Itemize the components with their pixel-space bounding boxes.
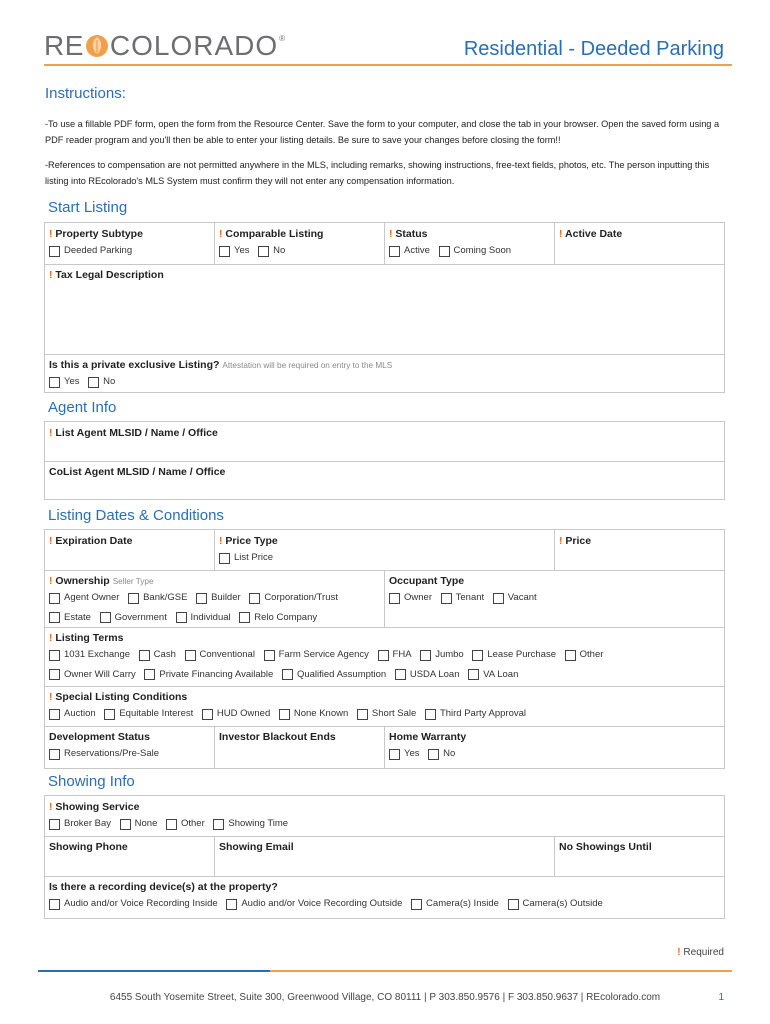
footer-divider bbox=[38, 970, 732, 972]
option-label: Tenant bbox=[455, 592, 485, 603]
section-title-showing-info: Showing Info bbox=[48, 773, 135, 790]
showing-phone-field[interactable] bbox=[45, 836, 214, 876]
special-listing-conditions-field bbox=[45, 686, 725, 731]
colist-agent-field[interactable] bbox=[45, 461, 725, 500]
audio-outside-checkbox[interactable] bbox=[226, 899, 237, 910]
option-label: Lease Purchase bbox=[487, 649, 557, 660]
private-financing-checkbox[interactable] bbox=[144, 669, 155, 680]
private-exclusive-field bbox=[45, 354, 725, 399]
broker-bay-checkbox[interactable] bbox=[49, 819, 60, 830]
qualified-assumption-checkbox[interactable] bbox=[282, 669, 293, 680]
comparable-listing-field bbox=[215, 223, 384, 268]
option-label: Active bbox=[404, 245, 430, 256]
option-label: Coming Soon bbox=[453, 245, 512, 256]
option-label: Conventional bbox=[199, 649, 255, 660]
showing-info-box bbox=[44, 795, 725, 919]
option-label: Relo Company bbox=[254, 611, 318, 623]
expiration-date-label: Expiration Date bbox=[55, 535, 133, 547]
option-label: None bbox=[134, 818, 158, 829]
option-label: FHA bbox=[392, 649, 412, 660]
listing-dates-box bbox=[44, 529, 725, 769]
individual-checkbox[interactable] bbox=[176, 612, 187, 623]
price-type-field bbox=[215, 530, 554, 575]
required-mark: ! bbox=[49, 427, 53, 439]
option-label: Camera(s) Outside bbox=[522, 898, 603, 909]
required-legend bbox=[677, 947, 724, 958]
comparable-listing-label: Comparable Listing bbox=[225, 228, 324, 240]
list-price-checkbox[interactable] bbox=[219, 553, 230, 564]
colist-agent-label: CoList Agent MLSID / Name / Office bbox=[49, 466, 226, 478]
option-label: Corporation/Trust bbox=[264, 592, 338, 603]
required-mark: ! bbox=[49, 801, 53, 813]
investor-blackout-label: Investor Blackout Ends bbox=[219, 731, 336, 743]
property-subtype-label: Property Subtype bbox=[55, 228, 143, 240]
option-label: Yes bbox=[234, 245, 250, 256]
active-date-label: Active Date bbox=[565, 228, 623, 240]
option-label: Reservations/Pre-Sale bbox=[64, 748, 160, 759]
development-status-field bbox=[45, 726, 214, 771]
option-label: Bank/GSE bbox=[143, 592, 188, 603]
estate-checkbox[interactable] bbox=[49, 612, 60, 623]
no-showings-until-field[interactable] bbox=[555, 836, 725, 876]
price-type-label: Price Type bbox=[225, 535, 278, 547]
option-label: Yes bbox=[404, 748, 420, 759]
option-label: Camera(s) Inside bbox=[426, 898, 499, 909]
required-mark: ! bbox=[49, 228, 53, 240]
reservations-presale-checkbox[interactable] bbox=[49, 749, 60, 760]
logo-suffix: COLORADO bbox=[109, 30, 279, 61]
cash-checkbox[interactable] bbox=[139, 650, 150, 661]
option-label: Estate bbox=[64, 611, 91, 623]
private-exclusive-label: Is this a private exclusive Listing? bbox=[49, 359, 220, 371]
va-loan-checkbox[interactable] bbox=[468, 669, 479, 680]
third-party-approval-checkbox[interactable] bbox=[425, 709, 436, 720]
deeded-parking-checkbox[interactable] bbox=[49, 246, 60, 257]
title-divider bbox=[44, 64, 732, 66]
occupant-type-field bbox=[385, 570, 725, 615]
option-label: Other bbox=[579, 649, 604, 660]
status-active-checkbox[interactable] bbox=[389, 246, 400, 257]
option-label: Cash bbox=[153, 649, 176, 660]
hud-owned-checkbox[interactable] bbox=[202, 709, 213, 720]
option-label: Individual bbox=[190, 611, 231, 623]
list-agent-label: List Agent MLSID / Name / Office bbox=[55, 427, 218, 439]
option-label: Jumbo bbox=[435, 649, 464, 660]
lease-purchase-checkbox[interactable] bbox=[472, 650, 483, 661]
option-label: Short Sale bbox=[371, 708, 417, 719]
option-label: List Price bbox=[234, 552, 274, 563]
section-title-listing-dates: Listing Dates & Conditions bbox=[48, 507, 224, 524]
fha-checkbox[interactable] bbox=[378, 650, 389, 661]
price-label: Price bbox=[565, 535, 592, 547]
price-field[interactable] bbox=[555, 530, 725, 570]
comparable-yes-checkbox[interactable] bbox=[219, 246, 230, 257]
status-coming-soon-checkbox[interactable] bbox=[439, 246, 450, 257]
camera-inside-checkbox[interactable] bbox=[411, 899, 422, 910]
option-label: Yes bbox=[64, 376, 80, 387]
auction-checkbox[interactable] bbox=[49, 709, 60, 720]
option-label: Showing Time bbox=[228, 818, 289, 829]
option-label: No bbox=[273, 245, 286, 256]
usda-loan-checkbox[interactable] bbox=[395, 669, 406, 680]
occupant-tenant-checkbox[interactable] bbox=[441, 593, 452, 604]
special-conditions-label: Special Listing Conditions bbox=[55, 691, 188, 703]
required-mark: ! bbox=[219, 228, 223, 240]
option-label: Deeded Parking bbox=[64, 245, 133, 256]
showing-email-label: Showing Email bbox=[219, 841, 294, 853]
recolorado-logo bbox=[44, 30, 285, 62]
warranty-no-checkbox[interactable] bbox=[428, 749, 439, 760]
home-warranty-label: Home Warranty bbox=[389, 731, 467, 743]
required-mark: ! bbox=[219, 535, 223, 547]
comparable-no-checkbox[interactable] bbox=[258, 246, 269, 257]
instructions-heading: Instructions: bbox=[45, 85, 126, 102]
option-label: 1031 Exchange bbox=[64, 649, 131, 660]
required-mark: ! bbox=[49, 269, 53, 281]
option-label: Farm Service Agency bbox=[278, 649, 369, 660]
option-label: Builder bbox=[211, 592, 241, 603]
occupant-type-label: Occupant Type bbox=[389, 575, 465, 587]
investor-blackout-field[interactable] bbox=[215, 726, 384, 769]
property-subtype-field bbox=[45, 223, 214, 268]
option-label: USDA Loan bbox=[409, 668, 460, 680]
showing-service-field bbox=[45, 796, 725, 841]
warranty-yes-checkbox[interactable] bbox=[389, 749, 400, 760]
expiration-date-field[interactable] bbox=[45, 530, 214, 570]
ownership-note: Seller Type bbox=[112, 577, 154, 586]
showing-service-label: Showing Service bbox=[55, 801, 140, 813]
recording-devices-label: Is there a recording device(s) at the property? bbox=[49, 881, 278, 893]
agent-owner-checkbox[interactable] bbox=[49, 593, 60, 604]
form-title: Residential - Deeded Parking bbox=[463, 38, 724, 60]
owner-will-carry-checkbox[interactable] bbox=[49, 669, 60, 680]
home-warranty-field bbox=[385, 726, 725, 771]
required-legend-label: Required bbox=[683, 947, 724, 958]
recording-devices-field bbox=[45, 876, 725, 921]
option-label: Other bbox=[181, 818, 205, 829]
option-label: Owner Will Carry bbox=[64, 668, 136, 680]
section-title-start-listing: Start Listing bbox=[48, 199, 128, 216]
list-agent-field[interactable] bbox=[45, 422, 725, 461]
short-sale-checkbox[interactable] bbox=[357, 709, 368, 720]
option-label: VA Loan bbox=[483, 668, 519, 680]
option-label: Auction bbox=[64, 708, 96, 719]
1031-exchange-checkbox[interactable] bbox=[49, 650, 60, 661]
section-title-agent-info: Agent Info bbox=[48, 399, 117, 416]
conventional-checkbox[interactable] bbox=[185, 650, 196, 661]
option-label: Qualified Assumption bbox=[296, 668, 387, 680]
no-showings-until-label: No Showings Until bbox=[559, 841, 652, 853]
government-checkbox[interactable] bbox=[100, 612, 111, 623]
terms-other-checkbox[interactable] bbox=[565, 650, 576, 661]
development-status-label: Development Status bbox=[49, 731, 150, 743]
service-none-checkbox[interactable] bbox=[120, 819, 131, 830]
tax-legal-label: Tax Legal Description bbox=[55, 269, 164, 281]
required-mark: ! bbox=[49, 691, 53, 703]
option-label: Audio and/or Voice Recording Inside bbox=[64, 898, 218, 909]
camera-outside-checkbox[interactable] bbox=[508, 899, 519, 910]
option-label: Audio and/or Voice Recording Outside bbox=[241, 898, 403, 909]
agent-info-box bbox=[44, 421, 725, 500]
instructions-paragraph-1: -To use a fillable PDF form, open the form from the Resource Center. Save the form to your computer, and close the tab in your browser. Open the saved form using a PDF reader program and you'll then be able to enter your listing details. Be sure to save your changes before closing the form!! bbox=[45, 119, 720, 145]
start-listing-box bbox=[44, 222, 725, 393]
private-yes-checkbox[interactable] bbox=[49, 377, 60, 388]
required-mark: ! bbox=[49, 575, 53, 587]
option-label: Broker Bay bbox=[64, 818, 111, 829]
private-exclusive-note: Attestation will be required on entry to the MLS bbox=[222, 361, 393, 370]
service-other-checkbox[interactable] bbox=[166, 819, 177, 830]
option-label: Vacant bbox=[507, 592, 537, 603]
page-number: 1 bbox=[718, 992, 724, 1003]
listing-terms-field bbox=[45, 627, 725, 691]
none-known-checkbox[interactable] bbox=[279, 709, 290, 720]
option-label: Owner bbox=[404, 592, 432, 603]
equitable-interest-checkbox[interactable] bbox=[104, 709, 115, 720]
instructions-paragraph-2: -References to compensation are not permitted anywhere in the MLS, including remarks, showing instructions, free-text fields, photos, etc. The person inputting this listing into REcolorado's MLS System must confirm they will not enter any compensation information. bbox=[45, 160, 710, 186]
active-date-field[interactable] bbox=[555, 223, 725, 245]
option-label: No bbox=[443, 748, 456, 759]
option-label: Third Party Approval bbox=[439, 708, 527, 719]
listing-terms-label: Listing Terms bbox=[55, 632, 124, 644]
footer-address: 6455 South Yosemite Street, Suite 300, Greenwood Village, CO 80111 | P 303.850.9576 | F 303.850.9637 | REcolorado.com bbox=[109, 992, 661, 1003]
jumbo-checkbox[interactable] bbox=[420, 650, 431, 661]
option-label: None Known bbox=[293, 708, 349, 719]
required-mark: ! bbox=[389, 228, 393, 240]
occupant-owner-checkbox[interactable] bbox=[389, 593, 400, 604]
option-label: Private Financing Available bbox=[159, 668, 274, 680]
showing-email-field[interactable] bbox=[215, 836, 554, 876]
private-no-checkbox[interactable] bbox=[88, 377, 99, 388]
ownership-field bbox=[45, 570, 384, 634]
option-label: Government bbox=[114, 611, 167, 623]
audio-inside-checkbox[interactable] bbox=[49, 899, 60, 910]
logo-prefix: RE bbox=[44, 30, 84, 61]
option-label: Agent Owner bbox=[64, 592, 120, 603]
required-mark: ! bbox=[677, 947, 681, 958]
required-mark: ! bbox=[559, 228, 563, 240]
status-label: Status bbox=[395, 228, 428, 240]
relo-company-checkbox[interactable] bbox=[239, 612, 250, 623]
farm-service-agency-checkbox[interactable] bbox=[264, 650, 275, 661]
showing-time-checkbox[interactable] bbox=[213, 819, 224, 830]
corporation-trust-checkbox[interactable] bbox=[249, 593, 260, 604]
option-label: Equitable Interest bbox=[119, 708, 194, 719]
ownership-label: Ownership bbox=[55, 575, 110, 587]
showing-phone-label: Showing Phone bbox=[49, 841, 128, 853]
required-mark: ! bbox=[49, 535, 53, 547]
bank-gse-checkbox[interactable] bbox=[128, 593, 139, 604]
occupant-vacant-checkbox[interactable] bbox=[493, 593, 504, 604]
required-mark: ! bbox=[49, 632, 53, 644]
aspen-leaf-icon bbox=[85, 33, 109, 59]
status-field bbox=[385, 223, 554, 268]
tax-legal-description-field[interactable] bbox=[45, 264, 725, 354]
option-label: HUD Owned bbox=[216, 708, 271, 719]
option-label: No bbox=[103, 376, 116, 387]
required-mark: ! bbox=[559, 535, 563, 547]
builder-checkbox[interactable] bbox=[196, 593, 207, 604]
registered-mark: ® bbox=[279, 34, 286, 43]
